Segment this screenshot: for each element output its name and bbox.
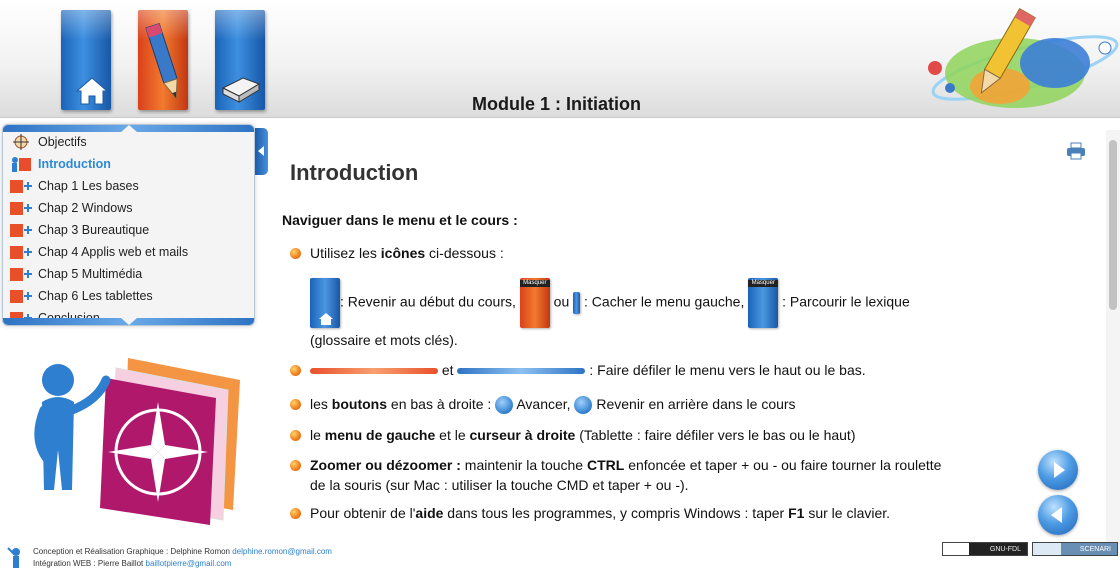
bold-text: curseur à droite [469, 427, 576, 443]
chapter-icon [9, 288, 33, 304]
chapter-icon [9, 266, 33, 282]
menu-item-chap5[interactable] [3, 263, 254, 285]
menu-item-label: Chap 2 Windows [38, 201, 133, 215]
collapse-menu-tab[interactable] [255, 128, 268, 175]
glossary-button[interactable] [215, 10, 265, 110]
masquer-label: Masquer [520, 280, 550, 287]
bullet-icon [290, 248, 301, 259]
email-link[interactable]: baillotpierre@gmail.com [145, 559, 232, 568]
menu-item-objectifs[interactable] [3, 131, 254, 153]
bullet-scroll-bars [310, 360, 992, 380]
small-collapse-icon [573, 292, 580, 314]
gnu-fdl-badge[interactable]: GNU-FDL [942, 542, 1028, 556]
bullet-icon [290, 365, 301, 376]
content-scrollbar[interactable] [1106, 130, 1120, 550]
menu-scroll-down[interactable] [3, 318, 254, 325]
text: enfoncée et taper + ou - ou faire tourner la roulette [624, 457, 942, 473]
tile-shine [61, 10, 111, 40]
module-title: Module 1 : Initiation [472, 94, 641, 114]
home-button[interactable] [61, 10, 111, 110]
book-icon [219, 70, 263, 104]
menu-item-label: Introduction [38, 157, 111, 171]
icons-explanation-end [310, 330, 992, 350]
menu-item-label: Chap 5 Multimédia [38, 267, 143, 281]
email-link[interactable]: delphine.romon@gmail.com [232, 547, 332, 556]
icons-explanation [310, 278, 992, 328]
main-content [270, 130, 1105, 540]
left-menu [2, 124, 255, 326]
bullet-icons-line [310, 243, 992, 263]
menu-item-chap6[interactable] [3, 285, 254, 307]
menu-scroll-down-sample-icon [457, 368, 585, 374]
text: en bas à droite : [387, 396, 496, 412]
tile-shine [215, 10, 265, 40]
back-sample-icon [574, 396, 592, 414]
pencil-icon [144, 16, 184, 106]
menu-scroll-up-sample-icon [310, 368, 438, 374]
bullet-menu-cursor [310, 425, 992, 445]
credits-logo-icon [6, 544, 32, 570]
credit-design [33, 547, 332, 556]
chapter-icon [9, 178, 33, 194]
bullet-buttons [310, 394, 992, 414]
menu-item-chap4[interactable] [3, 241, 254, 263]
bullet-icon [290, 399, 301, 410]
text: : Cacher le menu gauche, [584, 293, 749, 310]
menu-item-chap3[interactable] [3, 219, 254, 241]
text: Avancer, [516, 396, 575, 412]
text: ci-dessous : [425, 245, 504, 261]
menu-item-label: Chap 4 Applis web et mails [38, 245, 189, 259]
arrow-right-icon [1050, 461, 1066, 479]
bullet-icon [290, 508, 301, 519]
content-scrollbar-thumb[interactable] [1109, 140, 1117, 310]
credit-label: Conception et Réalisation Graphique : Delphine Romon [33, 547, 233, 556]
bold-text: menu de gauche [324, 427, 436, 443]
hide-menu-button[interactable] [138, 10, 188, 110]
menu-scroll-down-notch [121, 318, 137, 325]
menu-item-label: Objectifs [38, 135, 87, 149]
text: les [310, 396, 332, 412]
text: sur le clavier. [804, 505, 891, 521]
home-icon [75, 76, 109, 106]
footer [0, 540, 1120, 575]
bold-text: CTRL [586, 457, 625, 473]
bold-text: aide [415, 505, 444, 521]
previous-button[interactable] [1038, 495, 1078, 535]
hide-menu-mini-icon [520, 278, 550, 328]
text: dans tous les programmes, y compris Windows : taper [443, 505, 789, 521]
next-button[interactable] [1038, 450, 1078, 490]
credit-label: Intégration WEB : Pierre Baillot [33, 559, 146, 568]
menu-list [3, 131, 254, 326]
menu-item-label: Chap 3 Bureautique [38, 223, 150, 237]
bullet-icon [290, 460, 301, 471]
text: le [310, 427, 325, 443]
bullet-help [310, 503, 992, 523]
text: : Faire défiler le menu vers le haut ou le bas. [589, 362, 866, 378]
masquer-label: Masquer [748, 280, 778, 287]
bullet-icon [290, 430, 301, 441]
pencil-decoration-icon [905, 8, 1120, 118]
chapter-icon [9, 222, 33, 238]
text: maintenir la touche [460, 457, 587, 473]
home-icon [318, 312, 334, 326]
text: Revenir en arrière dans le cours [596, 396, 796, 412]
bullet-zoom [310, 455, 992, 495]
section-subtitle: Naviguer dans le menu et le cours : [282, 212, 518, 228]
text: (Tablette : faire défiler vers le bas ou le haut) [575, 427, 856, 443]
text: Pour obtenir de l' [310, 505, 416, 521]
text: de la souris (sur Mac : utiliser la touche CMD et taper + ou -). [310, 477, 689, 493]
home-mini-icon [310, 278, 340, 328]
text: et [438, 362, 458, 378]
bold-text: icônes [380, 245, 426, 261]
target-icon [9, 134, 33, 150]
compass-figure-illustration-icon [28, 340, 253, 530]
arrow-left-icon [1050, 506, 1066, 524]
bold-text: boutons [331, 396, 388, 412]
text: ou [553, 293, 570, 310]
bold-text: F1 [788, 505, 805, 521]
forward-sample-icon [495, 396, 513, 414]
text: : Parcourir le lexique [782, 293, 910, 310]
glossary-mini-icon [748, 278, 778, 328]
chapter-icon [9, 200, 33, 216]
bold-text: Zoomer ou dézoomer : [310, 457, 461, 473]
text: : Revenir au début du cours, [340, 293, 520, 310]
menu-item-label: Chap 1 Les bases [38, 179, 139, 193]
credit-web [33, 559, 231, 568]
text: (glossaire et mots clés). [310, 332, 458, 348]
page-title: Introduction [290, 160, 419, 185]
menu-item-chap2[interactable] [3, 197, 254, 219]
header [0, 0, 1120, 118]
chapter-icon [9, 244, 33, 260]
menu-item-label: Chap 6 Les tablettes [38, 289, 153, 303]
scenari-badge[interactable]: SCENARI [1032, 542, 1118, 556]
figure-icon [9, 156, 33, 172]
text: et le [435, 427, 470, 443]
menu-item-introduction[interactable] [3, 153, 254, 175]
text: Utilisez les [310, 245, 381, 261]
menu-item-chap1[interactable] [3, 175, 254, 197]
